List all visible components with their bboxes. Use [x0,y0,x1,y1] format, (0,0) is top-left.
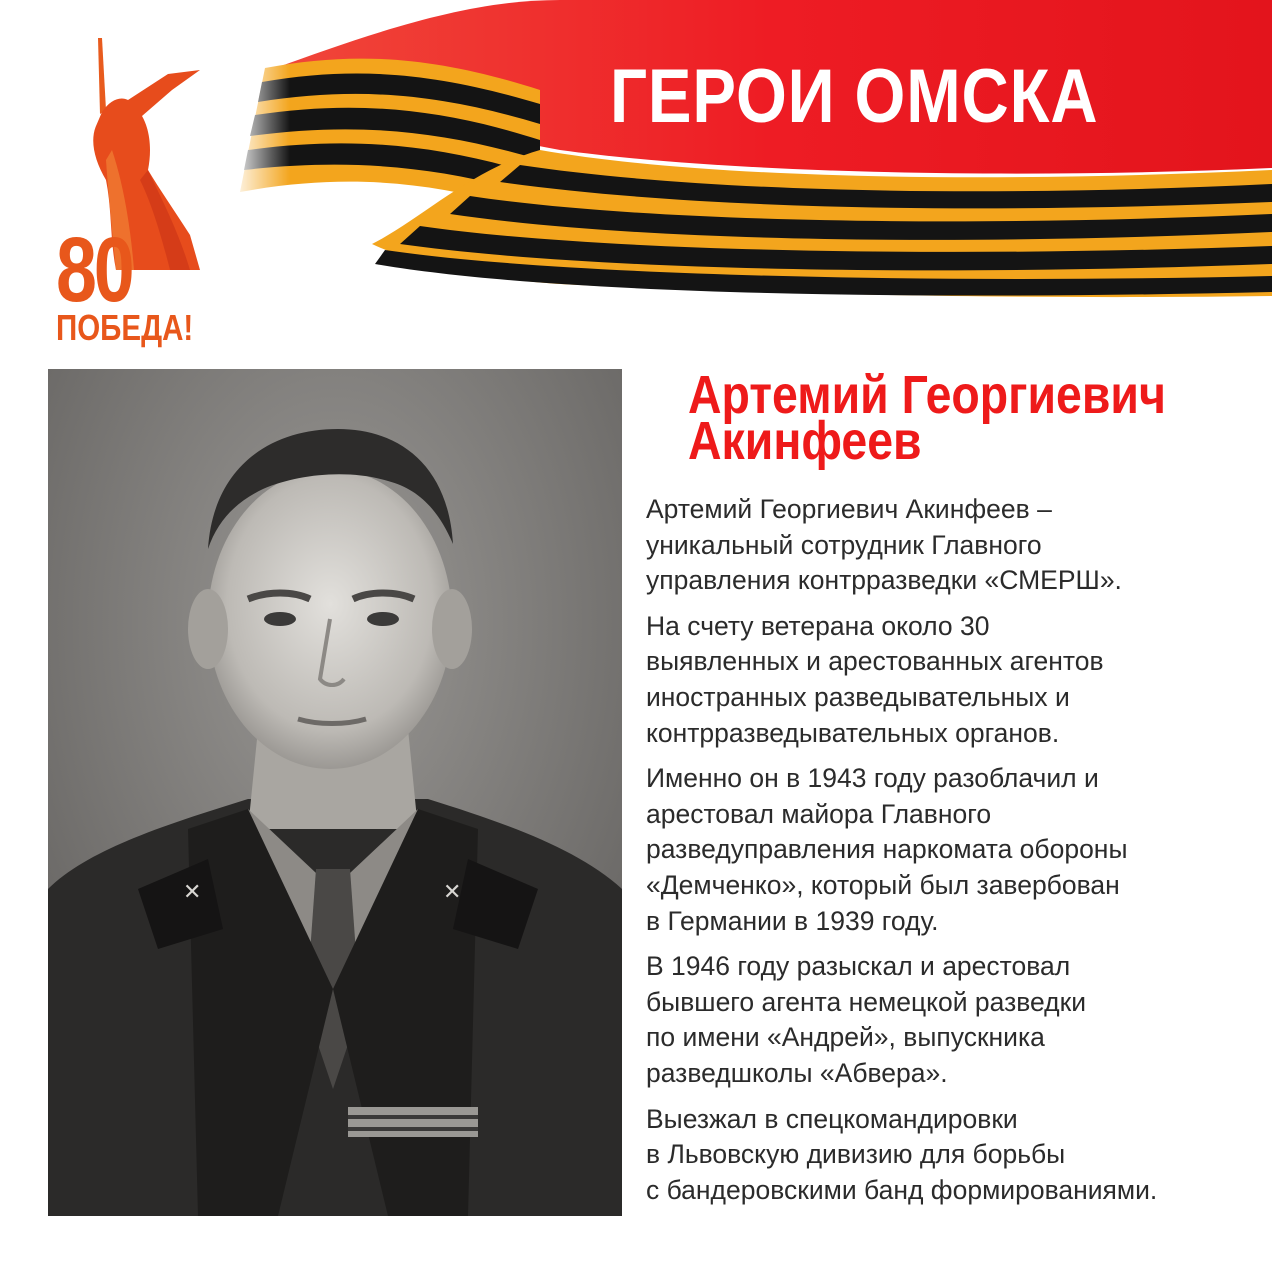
bio-paragraph-5: Выезжал в спецкомандировки в Львовскую дивизию для борьбы с бандеровскими банд формированиями. [646,1103,1158,1205]
bio-paragraph-2: На счету ветерана около 30 выявленных и арестованных агентов иностранных разведывательных и контрразведывательных органов. [646,610,1104,748]
hero-biography [646,492,1266,1218]
bio-paragraph-1: Артемий Георгиевич Акинфеев – уникальный сотрудник Главного управления контрразведки «СМЕРШ». [646,494,1122,596]
hero-name-line2: Акинфеев [688,411,922,471]
hero-name [688,365,1170,471]
victory-80-logo [50,30,220,348]
logo-word: ПОБЕДА! [56,307,194,348]
hero-name-line1: Артемий Георгиевич [688,365,1166,425]
logo-number: 80 [56,219,132,321]
bio-paragraph-4: В 1946 году разыскал и арестовал бывшего агента немецкой разведки по имени «Андрей», выпускника разведшколы «Абвера». [646,951,1087,1088]
portrait-photo [48,369,622,1216]
svg-text:✕: ✕ [443,880,462,905]
svg-text:✕: ✕ [183,880,202,905]
bio-paragraph-3: Именно он в 1943 году разоблачил и арестовал майора Главного разведуправления наркомата обороны «Демченко», который был завербован в Германии в 1939 году. [646,763,1128,936]
banner-title: ГЕРОИ ОМСКА [610,54,1099,139]
